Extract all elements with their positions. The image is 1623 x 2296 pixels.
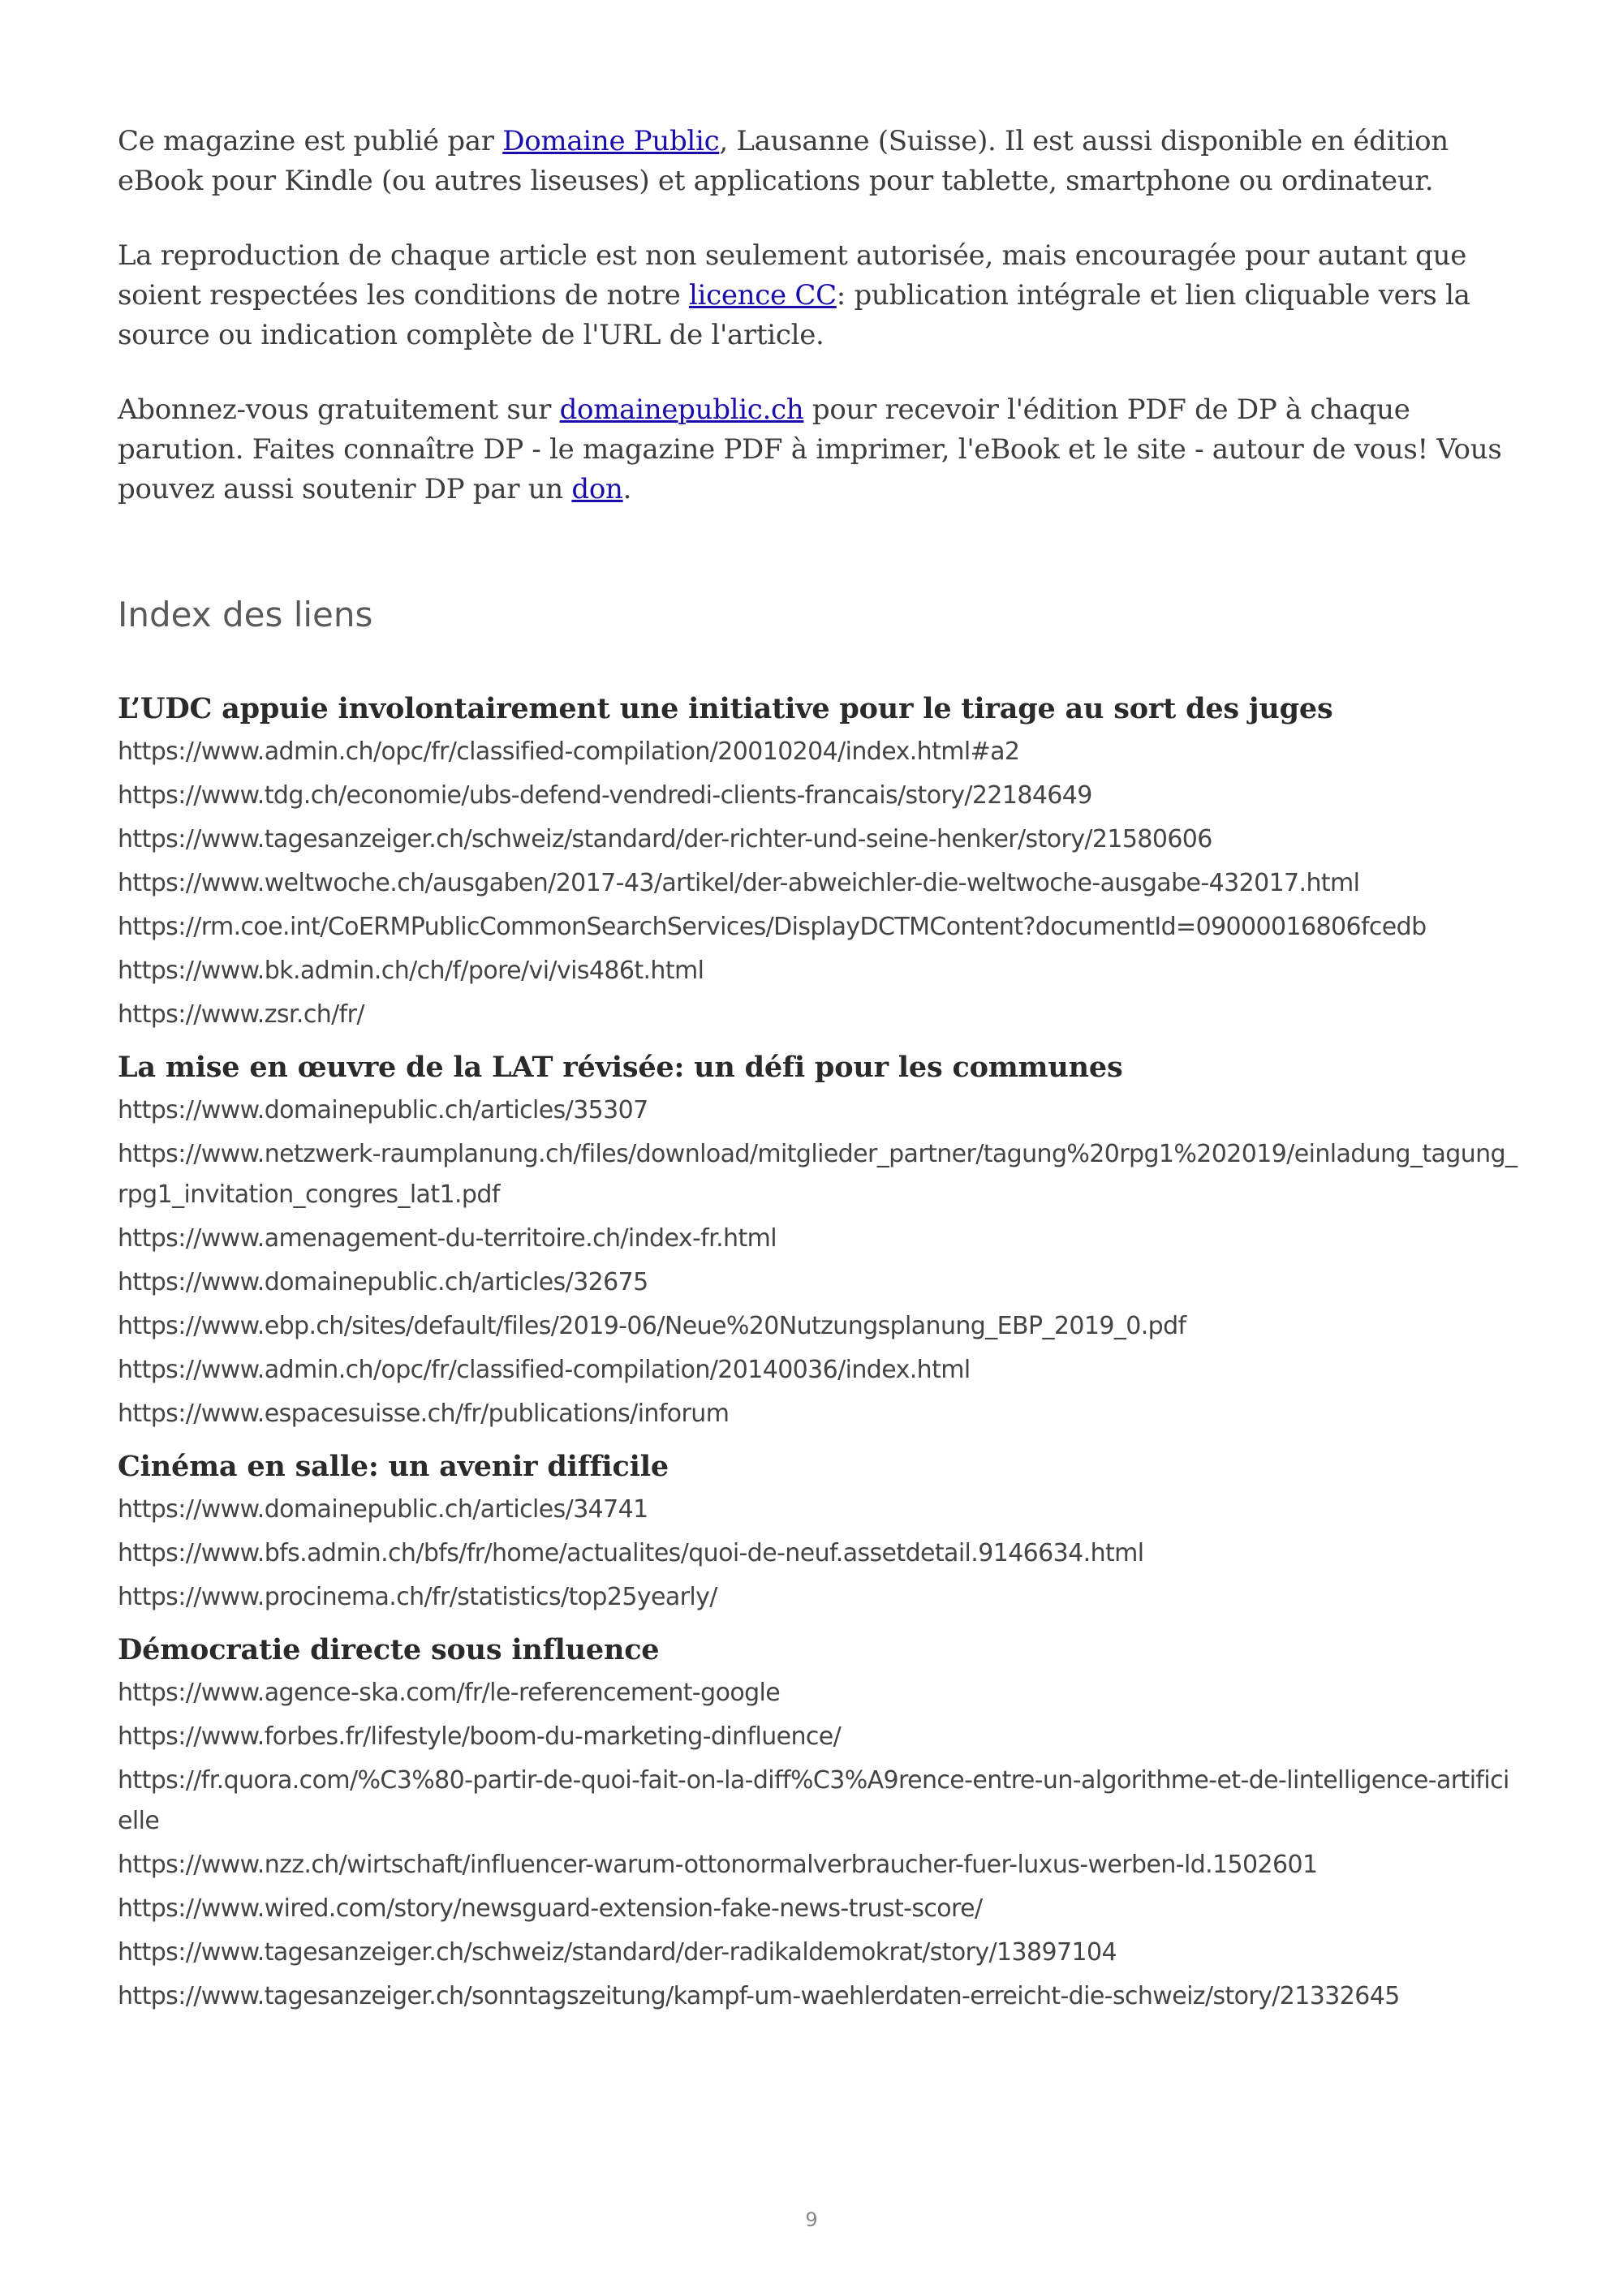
intro-text: pour recevoir l'édition PDF de DP à chaque parution. Faites connaître DP - le magazine PDF à imprimer, l'eBook et le site - autour de vous! Vous pouvez aussi soutenir DP par un: [118, 393, 1502, 505]
link-url[interactable]: https://www.domainepublic.ch/articles/34741: [118, 1495, 648, 1524]
link-url[interactable]: https://www.admin.ch/opc/fr/classified-compilation/20010204/index.html#a2: [118, 737, 1020, 766]
intro-text: : publication intégrale et lien cliquable vers la source ou indication complète de l'URL de l'article.: [118, 279, 1470, 351]
article-title: La mise en œuvre de la LAT révisée: un défi pour les communes: [118, 1051, 1123, 1084]
link-list: [118, 1673, 1522, 2020]
intro-paragraph-publisher: [118, 122, 1522, 201]
link-url[interactable]: https://www.bk.admin.ch/ch/f/pore/vi/vis486t.html: [118, 957, 704, 985]
index-heading: Index des liens: [118, 595, 373, 634]
don-link[interactable]: don: [571, 473, 623, 505]
domainepublic-link[interactable]: domainepublic.ch: [559, 393, 804, 426]
link-index: [118, 690, 1522, 2020]
licence-cc-link[interactable]: licence CC: [688, 279, 837, 312]
link-url[interactable]: https://www.admin.ch/opc/fr/classified-compilation/20140036/index.html: [118, 1356, 971, 1384]
link-url[interactable]: https://www.agence-ska.com/fr/le-referencement-google: [118, 1679, 781, 1707]
link-url[interactable]: https://www.tdg.ch/economie/ubs-defend-vendredi-clients-francais/story/22184649: [118, 781, 1092, 810]
link-url[interactable]: https://www.amenagement-du-territoire.ch/index-fr.html: [118, 1224, 777, 1253]
link-list: [118, 732, 1522, 1038]
link-url[interactable]: https://www.tagesanzeiger.ch/schweiz/standard/der-richter-und-seine-henker/story/21580606: [118, 825, 1212, 853]
page-content: [118, 122, 1522, 2020]
link-url[interactable]: https://www.bfs.admin.ch/bfs/fr/home/actualites/quoi-de-neuf.assetdetail.9146634.html: [118, 1539, 1144, 1567]
article-section: [118, 1447, 1522, 1621]
link-url[interactable]: https://www.tagesanzeiger.ch/schweiz/standard/der-radikaldemokrat/story/13897104: [118, 1938, 1117, 1967]
link-url[interactable]: https://www.forbes.fr/lifestyle/boom-du-marketing-dinfluence/: [118, 1722, 842, 1751]
intro-paragraph-license: [118, 236, 1522, 355]
article-title: L’UDC appuie involontairement une initiative pour le tirage au sort des juges: [118, 692, 1333, 725]
article-title: Cinéma en salle: un avenir difficile: [118, 1450, 669, 1483]
intro-text: , Lausanne (Suisse). Il est aussi disponible en édition eBook pour Kindle (ou autres liseuses) et applications pour tablette, smartphone ou ordinateur.: [118, 125, 1449, 197]
link-url[interactable]: https://www.domainepublic.ch/articles/32675: [118, 1268, 648, 1296]
article-title: Démocratie directe sous influence: [118, 1633, 660, 1666]
link-url[interactable]: https://fr.quora.com/%C3%80-partir-de-quoi-fait-on-la-diff%C3%A9rence-entre-un-algorithme-et-de-lintelligence-artificielle: [118, 1766, 1509, 1835]
intro-text: Abonnez-vous gratuitement sur: [118, 393, 560, 426]
link-url[interactable]: https://www.ebp.ch/sites/default/files/2019-06/Neue%20Nutzungsplanung_EBP_2019_0.pdf: [118, 1312, 1186, 1340]
link-url[interactable]: https://www.netzwerk-raumplanung.ch/files/download/mitglieder_partner/tagung%20rpg1%202019/einladung_tagung_rpg1_invitation_congres_lat1.pdf: [118, 1140, 1518, 1209]
article-section: [118, 690, 1522, 1038]
intro-paragraph-subscribe: [118, 390, 1522, 510]
link-url[interactable]: https://www.domainepublic.ch/articles/35307: [118, 1096, 648, 1124]
link-url[interactable]: https://www.zsr.ch/fr/: [118, 1000, 364, 1029]
article-section: [118, 1048, 1522, 1438]
link-url[interactable]: https://rm.coe.int/CoERMPublicCommonSearchServices/DisplayDCTMContent?documentId=09000016806fcedb: [118, 913, 1427, 941]
intro-text: .: [622, 473, 632, 505]
link-url[interactable]: https://www.tagesanzeiger.ch/sonntagszeitung/kampf-um-waehlerdaten-erreicht-die-schweiz/story/21332645: [118, 1982, 1400, 2010]
domaine-public-link[interactable]: Domaine Public: [502, 125, 720, 157]
link-url[interactable]: https://www.espacesuisse.ch/fr/publications/inforum: [118, 1400, 730, 1428]
article-section: [118, 1631, 1522, 2020]
link-list: [118, 1090, 1522, 1438]
intro-text: La reproduction de chaque article est non seulement autorisée, mais encouragée pour autant que soient respectées les conditions de notre: [118, 239, 1467, 312]
link-list: [118, 1490, 1522, 1621]
link-url[interactable]: https://www.procinema.ch/fr/statistics/top25yearly/: [118, 1583, 717, 1611]
page-number: 9: [805, 2208, 818, 2231]
link-url[interactable]: https://www.weltwoche.ch/ausgaben/2017-43/artikel/der-abweichler-die-weltwoche-ausgabe-432017.html: [118, 869, 1360, 897]
link-url[interactable]: https://www.wired.com/story/newsguard-extension-fake-news-trust-score/: [118, 1894, 983, 1923]
link-url[interactable]: https://www.nzz.ch/wirtschaft/influencer-warum-ottonormalverbraucher-fuer-luxus-werben-ld.1502601: [118, 1851, 1318, 1879]
intro-text: Ce magazine est publié par: [118, 125, 503, 157]
